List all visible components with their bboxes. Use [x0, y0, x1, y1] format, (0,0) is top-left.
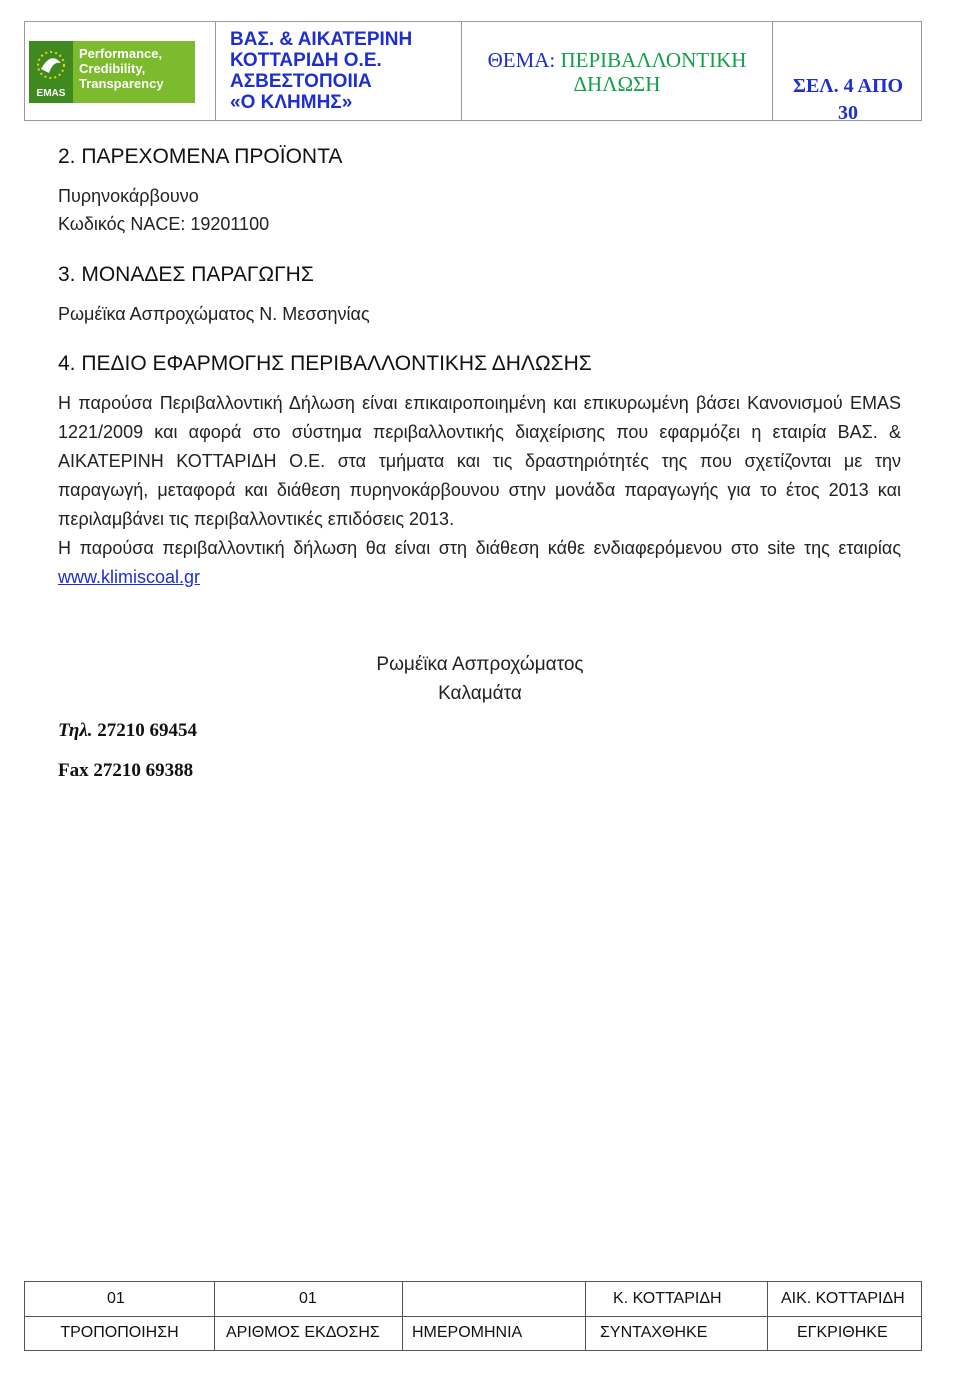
website-link[interactable]: www.klimiscoal.gr: [58, 567, 201, 587]
date-label: ΗΜΕΡΟΜΗΝΙΑ: [403, 1316, 586, 1350]
section-3-title: 3. ΜΟΝΑΔΕΣ ΠΑΡΑΓΩΓΗΣ: [58, 263, 314, 286]
company-name: [230, 29, 456, 113]
svg-text:Performance,: Performance,: [79, 46, 163, 61]
company-line: ΚΟΤΤΑΡΙΔΗ Ο.Ε.: [230, 50, 382, 71]
availability-text-body: Η παρούσα περιβαλλοντική δήλωση θα είναι στη διάθεση κάθε ενδιαφερόμενου στο site της εταιρίας: [58, 538, 901, 558]
scope-text: Η παρούσα Περιβαλλοντική Δήλωση είναι επικαιροποιημένη και επικυρωμένη βάσει Κανονισμού EMAS 1221/2009 και αφορά στο σύστημα περιβαλλοντικής διαχείρισης που εφαρμόζει η εταιρία ΒΑΣ. & ΑΙΚΑΤΕΡΙΝΗ ΚΟΤΤΑΡΙΔΗ Ο.Ε. στα τμήματα και τις δραστηριότητές της που σχετίζονται με την παραγωγή, μεταφορά και διάθεση πυρηνοκάρβουνου στην μονάδα παραγωγής για το έτος 2013 και περιλαμβάνει τις περιβαλλοντικές επιδόσεις 2013.: [58, 393, 901, 529]
fax-label: Fax: [58, 760, 89, 781]
emas-logo: [29, 41, 195, 103]
document-theme: [462, 48, 772, 96]
svg-text:Credibility,: Credibility,: [79, 61, 146, 76]
theme-value-2: ΔΗΛΩΣΗ: [573, 72, 661, 96]
approved-by-value: ΑΙΚ. ΚΟΤΤΑΡΙΔΗ: [781, 1290, 905, 1307]
revision-table: [24, 1281, 922, 1351]
telephone: [58, 720, 197, 742]
approved-by-label: ΕΓΚΡΙΘΗΚΕ: [797, 1324, 888, 1341]
date-value: [403, 1282, 586, 1316]
svg-text:Transparency: Transparency: [79, 76, 164, 91]
header-logo-cell: [25, 22, 216, 120]
header-page-cell: [773, 22, 923, 124]
section-2-title: 2. ΠΑΡΕΧΟΜΕΝΑ ΠΡΟΪΟΝΤΑ: [58, 145, 343, 168]
telephone-label: Τηλ.: [58, 720, 93, 741]
company-line: «Ο ΚΛΗΜΗΣ»: [230, 92, 353, 113]
product-name: Πυρηνοκάρβουνο: [58, 186, 199, 206]
revision-values-row: [25, 1282, 921, 1317]
revision-label: ΤΡΟΠΟΠΟΙΗΣΗ: [25, 1316, 215, 1350]
company-line: ΒΑΣ. & ΑΙΚΑΤΕΡΙΝΗ: [230, 29, 413, 50]
availability-text: [58, 534, 901, 592]
emas-mark-text: EMAS: [36, 88, 66, 99]
scope-paragraph: [58, 389, 901, 592]
fax: [58, 760, 193, 782]
page-total: 30: [838, 102, 858, 124]
document-header: [24, 21, 922, 124]
edition-number-value: 01: [215, 1282, 403, 1316]
header-theme-cell: [462, 22, 773, 120]
place-line-2: Καλαμάτα: [438, 683, 522, 704]
edition-number-label: ΑΡΙΘΜΟΣ ΕΚΔΟΣΗΣ: [215, 1316, 403, 1350]
section-4-title: 4. ΠΕΔΙΟ ΕΦΑΡΜΟΓΗΣ ΠΕΡΙΒΑΛΛΟΝΤΙΚΗΣ ΔΗΛΩΣΗΣ: [58, 352, 592, 375]
revision-value: 01: [25, 1282, 215, 1316]
header-company-cell: [216, 22, 462, 120]
place-line-1: Ρωμέϊκα Ασπροχώματος: [376, 654, 584, 675]
page-number-label: ΣΕΛ. 4 ΑΠΟ: [792, 75, 904, 97]
theme-label: ΘΕΜΑ:: [487, 48, 561, 72]
nace-code: Κωδικός NACE: 19201100: [58, 214, 270, 234]
fax-value: 27210 69388: [88, 760, 194, 781]
place-block: [375, 650, 585, 708]
theme-value: ΠΕΡΙΒΑΛΛΟΝΤΙΚΗ: [560, 48, 747, 72]
prepared-by-label: ΣΥΝΤΑΧΘΗΚΕ: [586, 1316, 768, 1350]
page-number: [773, 73, 923, 127]
revision-labels-row: [25, 1316, 921, 1350]
prepared-by-value: Κ. ΚΟΤΤΑΡΙΔΗ: [586, 1282, 768, 1316]
telephone-value: 27210 69454: [92, 720, 198, 741]
production-unit: Ρωμέϊκα Ασπροχώματος Ν. Μεσσηνίας: [58, 304, 370, 324]
company-line: ΑΣΒΕΣΤΟΠΟΙΙΑ: [230, 71, 372, 92]
